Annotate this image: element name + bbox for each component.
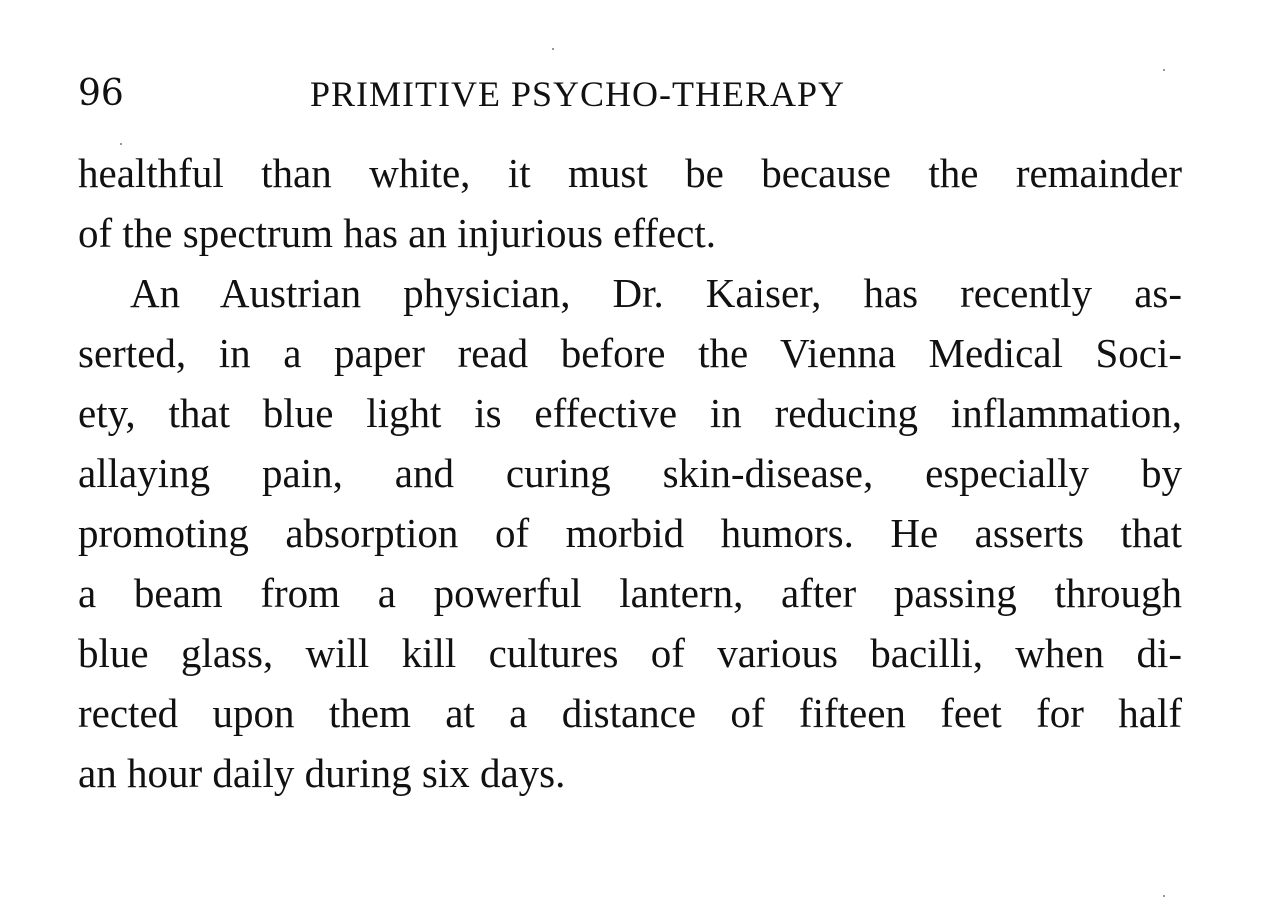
text-line: of the spectrum has an injurious effect. <box>78 210 716 256</box>
text-line: allaying pain, and curing skin-disease, especially by <box>78 450 1182 496</box>
paragraph-continued <box>78 143 1182 263</box>
text-line: blue glass, will kill cultures of various bacilli, when di- <box>78 630 1182 676</box>
paper-speck <box>1163 69 1165 71</box>
text-line: ety, that blue light is effective in reducing inflammation, <box>78 390 1182 436</box>
text-line: rected upon them at a distance of fifteen feet for half <box>78 690 1182 736</box>
running-head <box>78 72 1182 116</box>
text-line: promoting absorption of morbid humors. He asserts that <box>78 510 1182 556</box>
text-line: serted, in a paper read before the Vienna Medical Soci- <box>78 330 1182 376</box>
paper-speck <box>552 48 554 50</box>
paragraph-kaiser <box>78 263 1182 803</box>
page-number: 96 <box>78 73 124 114</box>
body-text <box>78 143 1182 803</box>
text-line: healthful than white, it must be because the remainder <box>78 150 1182 196</box>
text-line: an hour daily during six days. <box>78 750 566 796</box>
text-line: a beam from a powerful lantern, after passing through <box>78 570 1182 616</box>
text-line: An Austrian physician, Dr. Kaiser, has recently as- <box>130 270 1182 316</box>
paper-speck <box>1163 895 1165 897</box>
running-title: PRIMITIVE PSYCHO-THERAPY <box>310 74 846 114</box>
